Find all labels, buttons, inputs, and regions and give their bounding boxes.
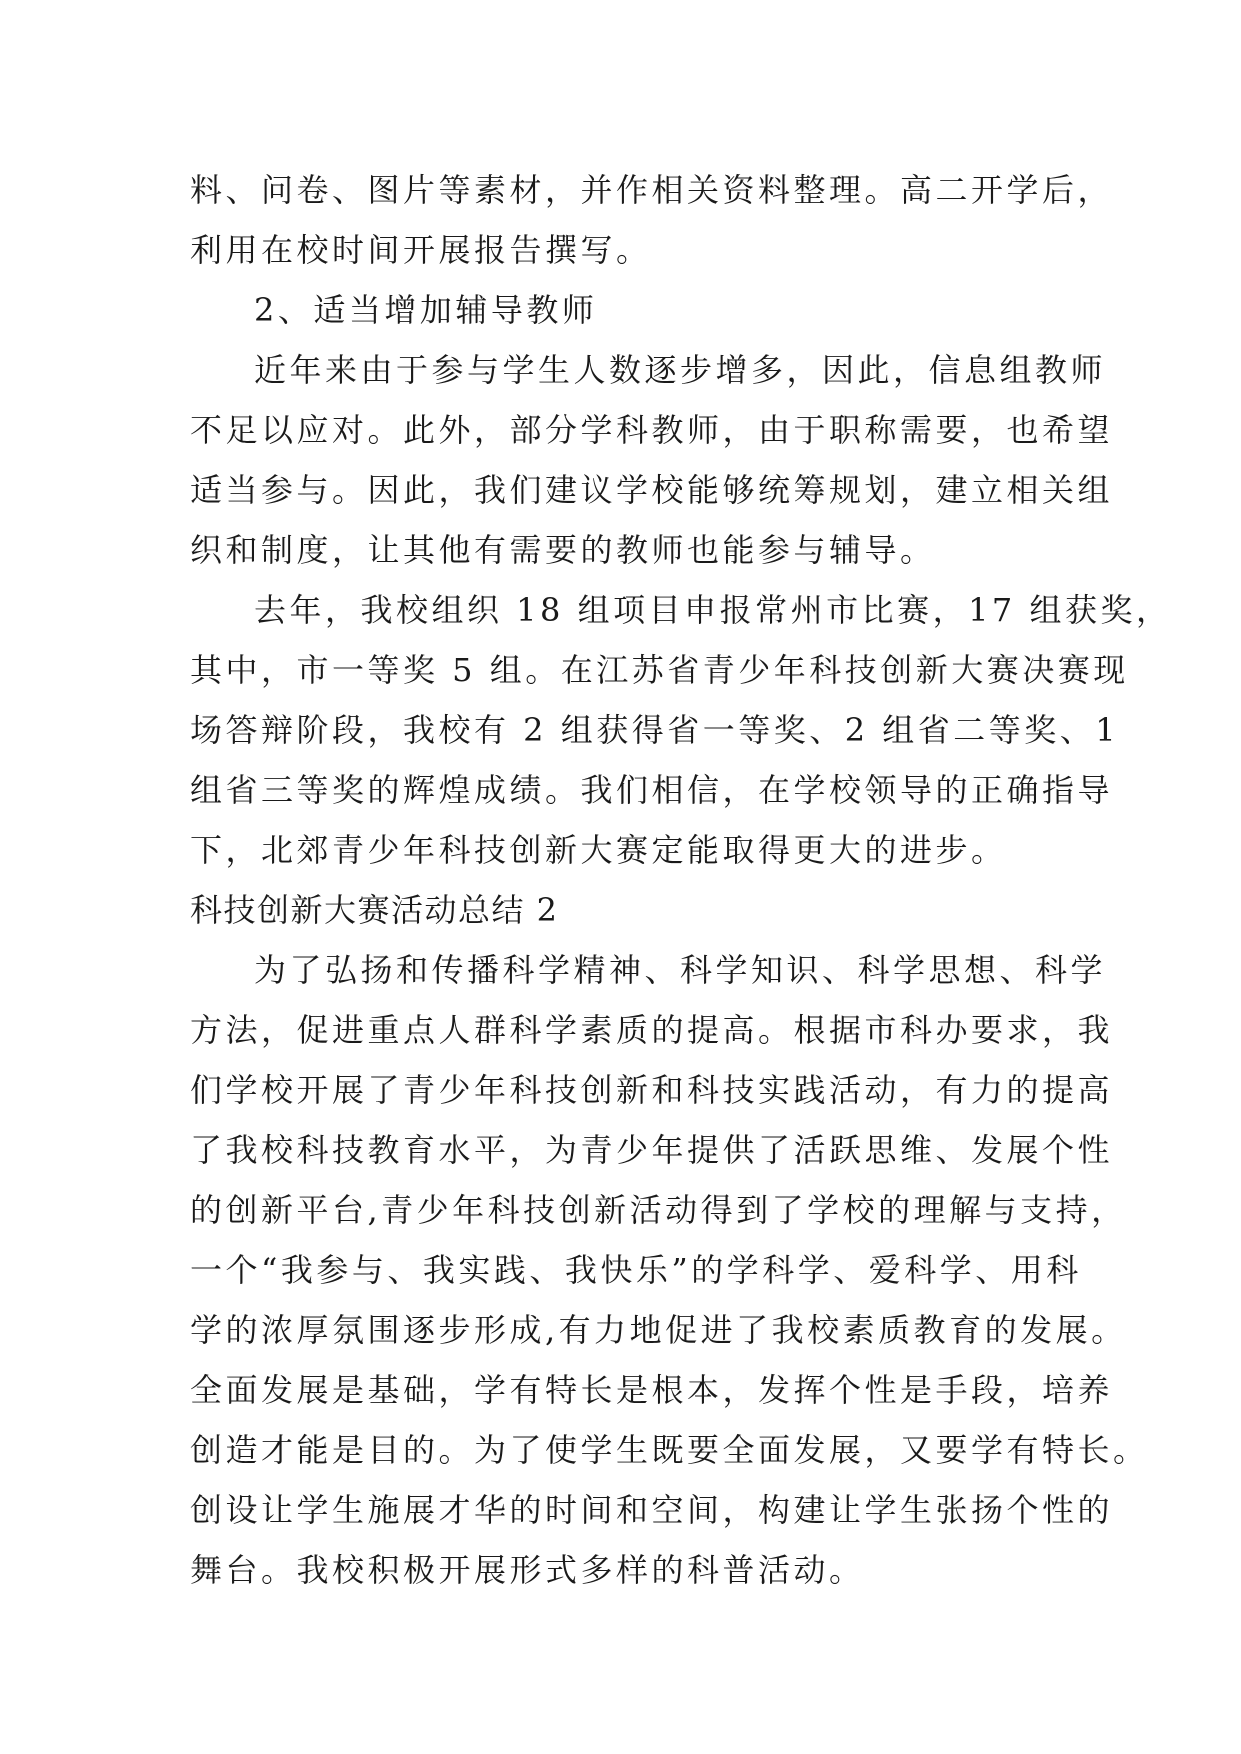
text-line: 全面发展是基础，学有特长是根本，发挥个性是手段，培养 [190,1371,1114,1409]
text-line: 的创新平台,青少年科技创新活动得到了学校的理解与支持， [190,1191,1127,1229]
text-line: 学的浓厚氛围逐步形成,有力地促进了我校素质教育的发展。 [190,1311,1127,1349]
text-line: 其中，市一等奖 5 组。在江苏省青少年科技创新大赛决赛现 [190,651,1129,689]
section-heading: 科技创新大赛活动总结 2 [190,891,559,929]
text-line: 创造才能是目的。为了使学生既要全面发展，又要学有特长。 [190,1431,1149,1469]
text-line: 一个“我参与、我实践、我快乐”的学科学、爱科学、用科 [190,1251,1082,1289]
document-body [190,160,1172,1600]
text-line: 为了弘扬和传播科学精神、科学知识、科学思想、科学 [254,951,1107,989]
text-line: 下，北郊青少年科技创新大赛定能取得更大的进步。 [190,831,1007,869]
text-line: 方法，促进重点人群科学素质的提高。根据市科办要求，我 [190,1011,1114,1049]
text-line: 创设让学生施展才华的时间和空间，构建让学生张扬个性的 [190,1491,1114,1529]
text-line: 去年，我校组织 18 组项目申报常州市比赛，17 组获奖， [254,591,1172,629]
text-line: 不足以应对。此外，部分学科教师，由于职称需要，也希望 [190,411,1114,449]
text-line: 2、适当增加辅导教师 [254,291,598,329]
text-line: 组省三等奖的辉煌成绩。我们相信，在学校领导的正确指导 [190,771,1114,809]
text-line: 适当参与。因此，我们建议学校能够统筹规划，建立相关组 [190,471,1114,509]
text-line: 舞台。我校积极开展形式多样的科普活动。 [190,1551,865,1589]
text-line: 料、问卷、图片等素材，并作相关资料整理。高二开学后， [190,171,1114,209]
text-line: 近年来由于参与学生人数逐步增多，因此，信息组教师 [254,351,1107,389]
text-line: 了我校科技教育水平，为青少年提供了活跃思维、发展个性 [190,1131,1114,1169]
text-line: 场答辩阶段，我校有 2 组获得省一等奖、2 组省二等奖、1 [190,711,1120,749]
text-line: 织和制度，让其他有需要的教师也能参与辅导。 [190,531,936,569]
text-line: 们学校开展了青少年科技创新和科技实践活动，有力的提高 [190,1071,1114,1109]
text-line: 利用在校时间开展报告撰写。 [190,231,652,269]
